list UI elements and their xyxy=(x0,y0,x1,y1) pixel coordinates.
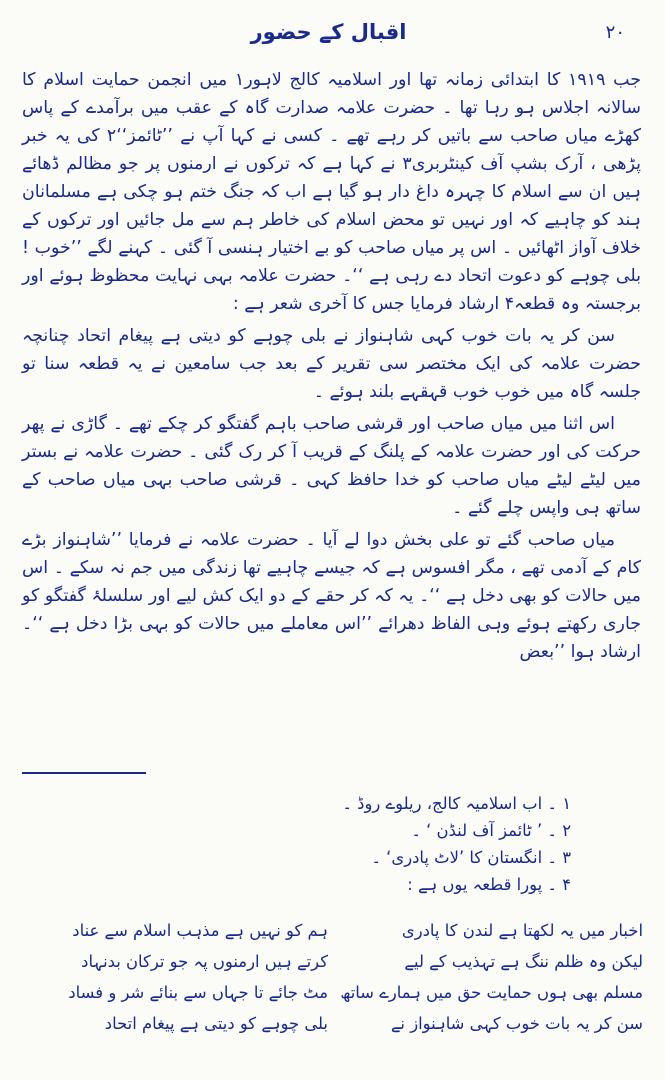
footnote-item: ۱ ۔ اب اسلامیہ کالج، ریلوے روڈ ۔ xyxy=(342,794,571,813)
verse-line: اخبار میں یہ لکھتا ہے لندن کا پادری xyxy=(401,921,643,940)
verse-line: سن کر یہ بات خوب کہی شاہنواز نے xyxy=(390,1014,643,1033)
verse-line: لیکن وہ ظلم ننگ ہے تہذیب کے لیے xyxy=(404,952,643,971)
verse-line: کرتے ہیں ارمنوں پہ جو ترکان بدنہاد xyxy=(81,952,328,971)
footnote-separator xyxy=(22,772,146,774)
verse-block xyxy=(22,915,643,1039)
verse-line: مٹ جائے تا جہاں سے بنائے شر و فساد xyxy=(68,983,328,1002)
paragraph-4: میاں صاحب گئے تو علی بخش دوا لے آیا ۔ حضرت علامہ نے فرمایا ’’شاہنواز بڑے کام کے آدمی تھے ، مگر افسوس ہے کہ جیسے چاہیے تھا زندگی میں جم نہ سکے ۔ اس میں حالات کو بھی دخل ہے ‘‘۔ یہ کہ کر حقے کے دو ایک کش لیے اور سلسلۂ گفتگو کو جاری رکھتے ہوئے وہی الفاظ دھرائے ’’اس معاملے میں حالات کو بہی بڑا دخل ہے ‘‘۔ ارشاد ہوا ’’بعض xyxy=(22,530,641,662)
footnote-item: ۴ ۔ پورا قطعہ یوں ہے : xyxy=(407,875,571,894)
running-head xyxy=(20,20,637,54)
footnote-item: ۳ ۔ انگستان کا ’لاٹ پادری‘ ۔ xyxy=(371,848,571,867)
footnote-item: ۲ ۔ ’ ٹائمز آف لنڈن ‘ ۔ xyxy=(411,821,571,840)
footnotes xyxy=(40,790,641,898)
verse-line: ہم کو نہیں ہے مذہب اسلام سے عناد xyxy=(72,921,328,940)
running-title: اقبال کے حضور xyxy=(250,20,407,44)
verse-line: مسلم بھی ہوں حمایت حق میں ہمارے ساتھ xyxy=(340,983,643,1002)
verse-left-column xyxy=(22,915,328,1039)
paragraph-1: جب ۱۹۱۹ کا ابتدائی زمانہ تھا اور اسلامیہ کالج لاہور۱ میں انجمن حمایت اسلام کا سالانہ اجلاس ہو رہا تھا ۔ حضرت علامہ صدارت گاہ کے عقب میں برآمدے کے پاس کھڑے میاں صاحب سے باتیں کر رہے تھے ۔ کسی نے کہا آپ نے ’’ٹائمز‘‘۲ کی یہ خبر پڑھی ، آرک بشپ آف کینٹربری۳ نے کہا ہے کہ ترکوں نے ارمنوں پر جو مظالم ڈھائے ہیں ان سے اسلام کا چہرہ داغ دار ہو گیا ہے اب کہ جنگ ختم ہو چکی ہے مسلمانان ہند کو چاہیے کہ اور نہیں تو محض اسلام کی خاطر ہم سے مل جائیں اور ترکوں کے خلاف آواز اٹھائیں ۔ اس پر میاں صاحب کو بے اختیار ہنسی آ گئی ۔ کہنے لگے ’’خوب ! بلی چوہے کو دعوت اتحاد دے رہی ہے ‘‘۔ حضرت علامہ بہی نہایت محظوظ ہوئے اور برجستہ وہ قطعہ۴ ارشاد فرمایا جس کا آخری شعر ہے : xyxy=(22,70,642,314)
paragraph-2: سن کر یہ بات خوب کہی شاہنواز نے بلی چوہے کو دیتی ہے پیغام اتحاد چنانچہ حضرت علامہ کی ایک مختصر سی تقریر کے بعد جب سامعین نے یہ قطعہ سنا تو جلسہ گاہ میں خوب خوب قہقہے بلند ہوئے ۔ xyxy=(22,326,641,402)
verse-right-column xyxy=(337,915,643,1039)
paragraph-3: اس اثنا میں میاں صاحب اور قرشی صاحب باہم گفتگو کر چکے تھے ۔ گاڑی نے پھر حرکت کی اور حضرت علامہ کے پلنگ کے قریب آ کر رک گئی ۔ حضرت علامہ نے بستر میں لیٹے لیٹے میاں صاحب کو خدا حافظ کہی ۔ قرشی صاحب بہی میاں صاحب کے ساتھ ہی واپس چلے گئے ۔ xyxy=(22,414,641,518)
body-text xyxy=(22,66,641,666)
verse-line: بلی چوہے کو دیتی ہے پیغام اتحاد xyxy=(104,1014,328,1033)
page-number: ۲۰ xyxy=(605,22,625,43)
